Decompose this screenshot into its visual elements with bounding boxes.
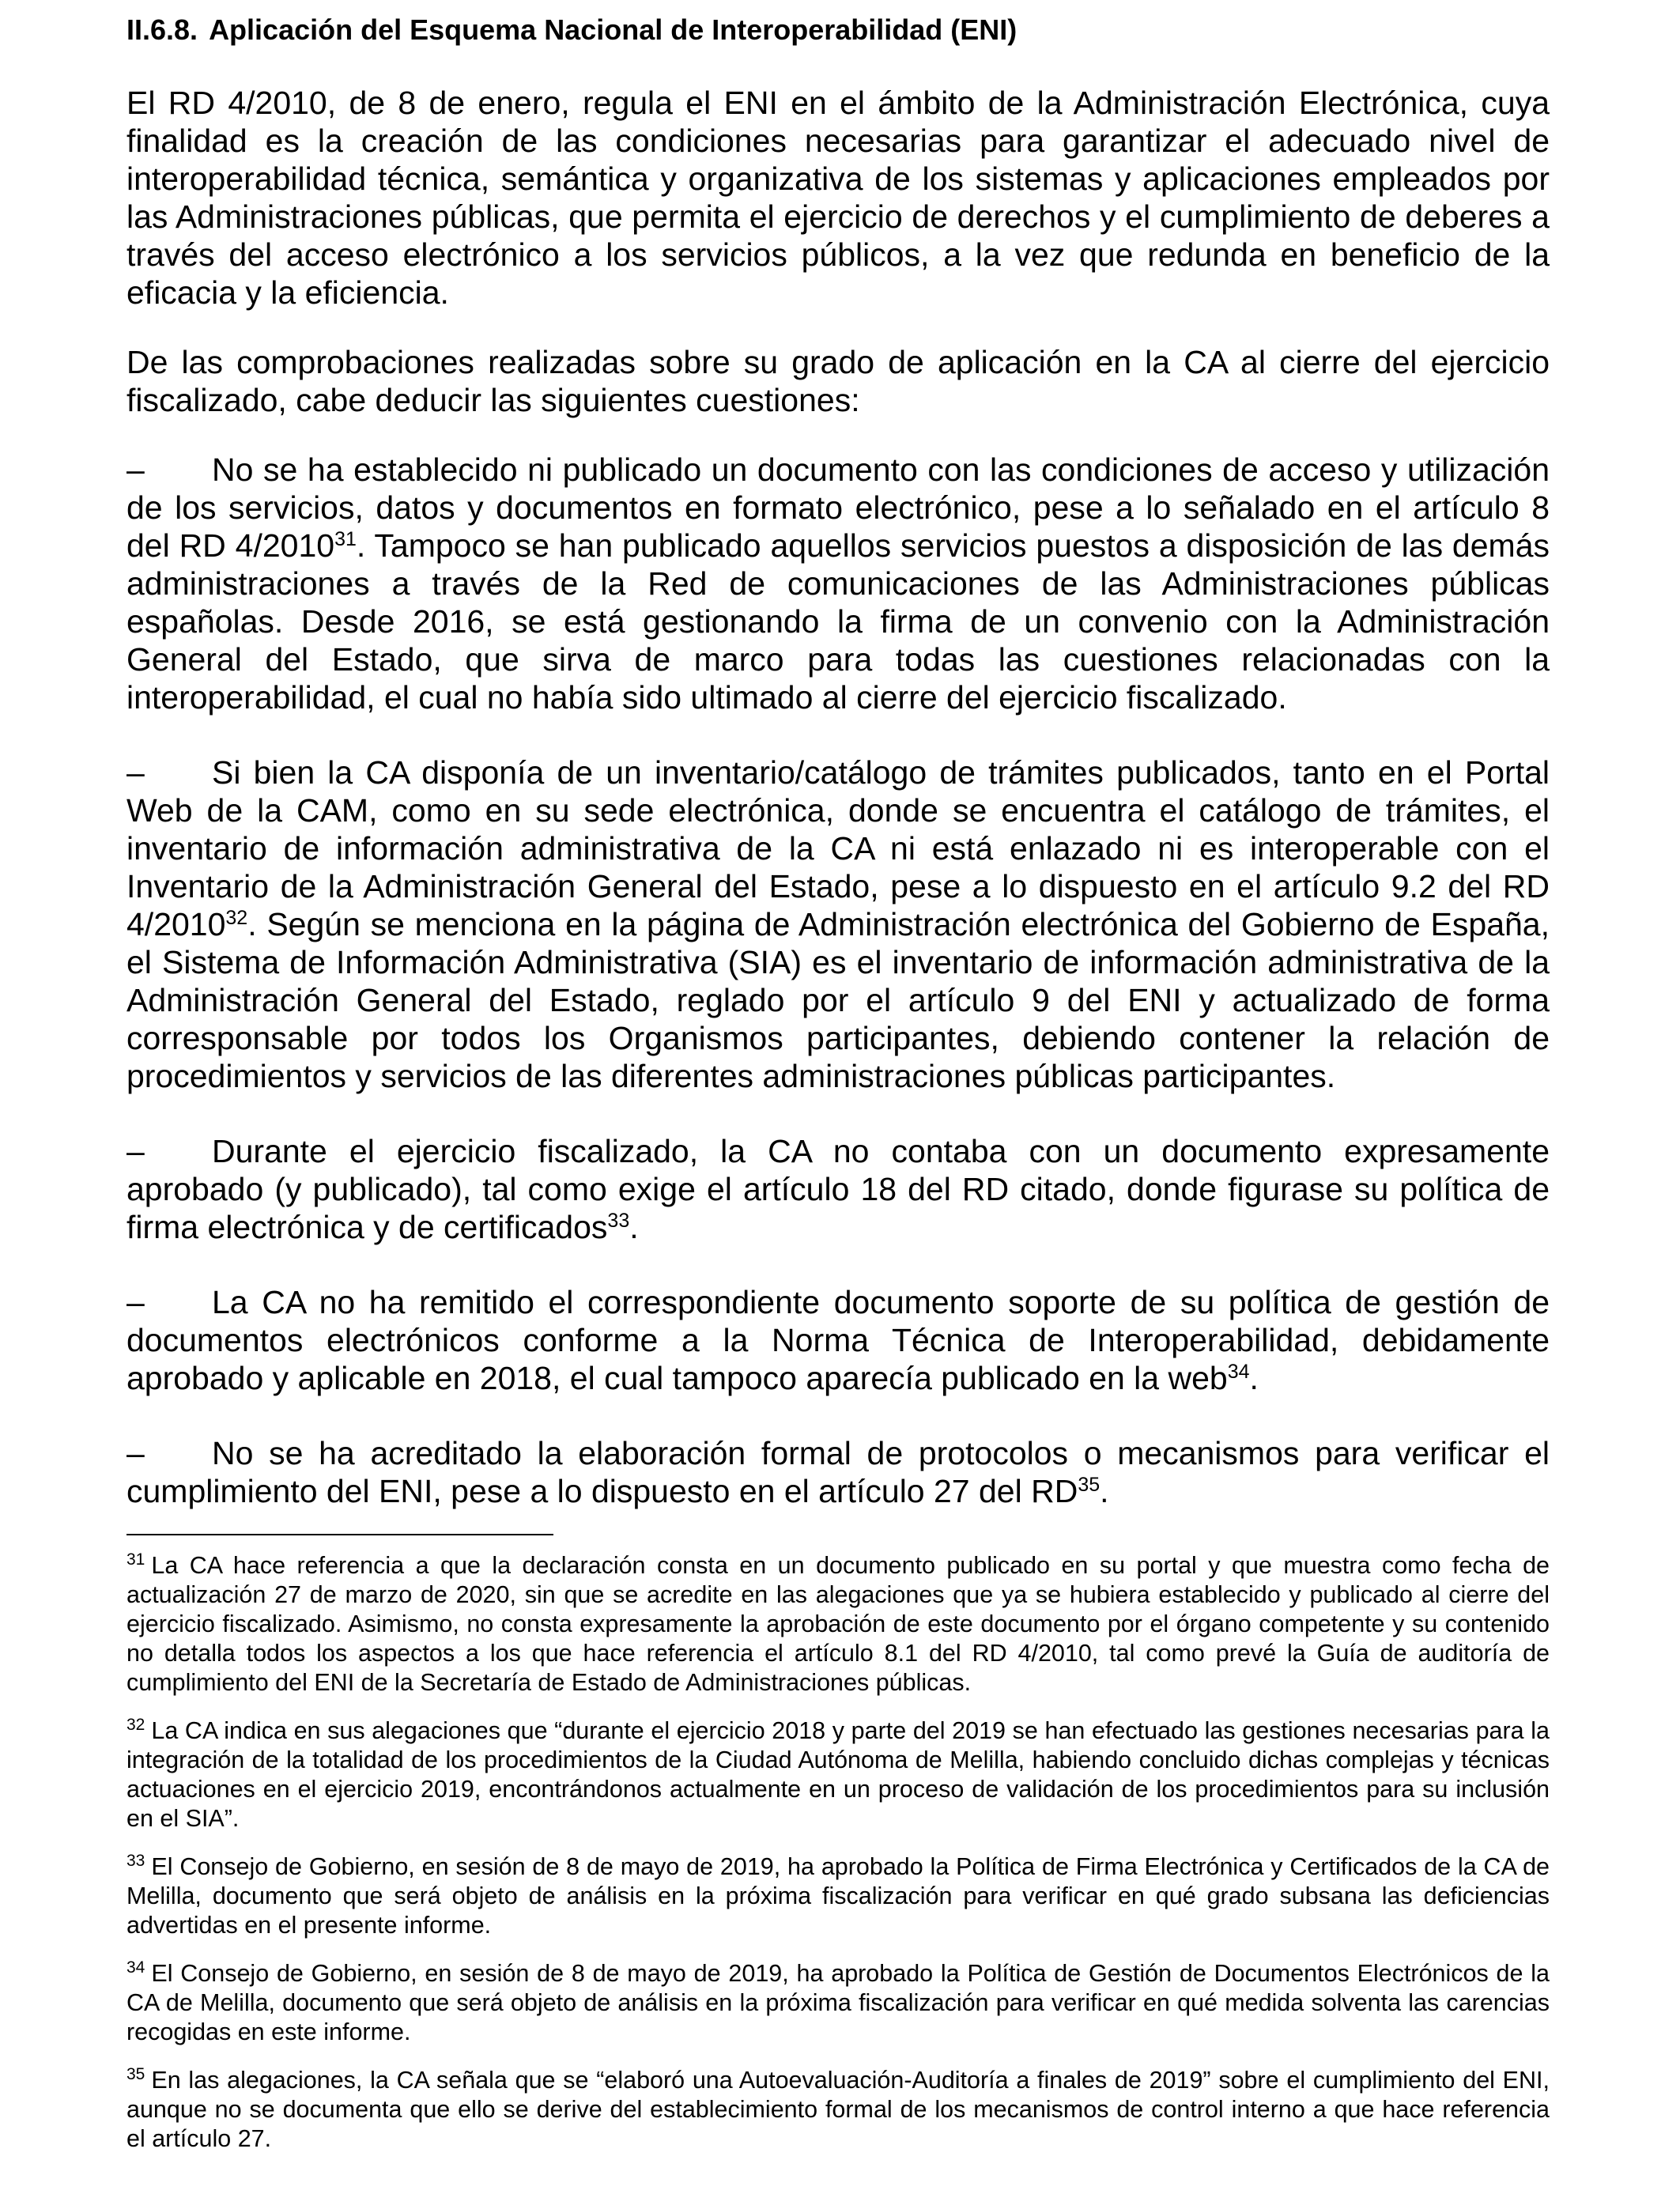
intro-paragraph-2: De las comprobaciones realizadas sobre su grado de aplicación en la CA al cierre del ejercicio fiscalizado, cabe deducir las siguientes cuestiones: [126,344,1550,418]
section-number: II.6.8. [126,13,198,46]
footnote-number: 35 [126,2065,145,2083]
list-item-text: La CA no ha remitido el correspondiente documento soporte de su política de gestión de documentos electrónicos conforme a la Norma Técnica de Interoperabilidad, debidamente aprobado y aplicable en 2018, el cual tampoco aparecía publicado en la web [126,1284,1550,1396]
intro-paragraph-1: El RD 4/2010, de 8 de enero, regula el ENI en el ámbito de la Administración Electrónica, cuya finalidad es la creación de las condiciones necesarias para garantizar el adecuado nivel de interoperabilidad técnica, semántica y organizativa de los sistemas y aplicaciones empleados por las Administraciones públicas, que permita el ejercicio de derechos y el cumplimiento de deberes a través del acceso electrónico a los servicios públicos, a la vez que redunda en beneficio de la eficacia y la eficiencia. [126,85,1550,311]
footnote-text: En las alegaciones, la CA señala que se “elaboró una Autoevaluación-Auditoría a finales de 2019” sobre el cumplimiento del ENI, aunque no se documenta que ello se derive del establecimiento formal de los mecanismos de control interno a que hace referencia el artículo 27. [126,2067,1550,2152]
list-item-text-cont: . [629,1209,639,1245]
footnote-number: 31 [126,1550,145,1569]
list-item [126,1283,1550,1397]
footnote-separator [126,1534,553,1535]
list-item [126,1434,1550,1510]
list-item-text-cont: . Según se menciona en la página de Administración electrónica del Gobierno de España, el Sistema de Información Administrativa (SIA) es el inventario de información administrativa de la Administración General del Estado, reglado por el artículo 9 del ENI y actualizado de forma corresponsable por todos los Organismos participantes, debiendo contener la relación de procedimientos y servicios de las diferentes administraciones públicas participantes. [126,906,1550,1094]
list-item-text: Durante el ejercicio fiscalizado, la CA no contaba con un documento expresamente aprobado (y publicado), tal como exige el artículo 18 del RD citado, donde figurase su política de firma electrónica y de certificados [126,1133,1550,1245]
footnote-ref[interactable]: 33 [607,1210,630,1232]
document-page [126,8,1550,2173]
list-item [126,753,1550,1095]
list-item-text: Si bien la CA disponía de un inventario/catálogo de trámites publicados, tanto en el Portal Web de la CAM, como en su sede electrónica, donde se encuentra el catálogo de trámites, el inventario de información administrativa de la CA ni está enlazado ni es interoperable con el Inventario de la Administración General del Estado, pese a lo dispuesto en el artículo 9.2 del RD 4/2010 [126,754,1550,942]
footnote-number: 32 [126,1716,145,1734]
footnote-text: La CA indica en sus alegaciones que “durante el ejercicio 2018 y parte del 2019 se han efectuado las gestiones necesarias para la integración de la totalidad de los procedimientos de la Ciudad Autónoma de Melilla, habiendo concluido dichas complejas y técnicas actuaciones en el ejercicio 2019, encontrándonos actualmente en un proceso de validación de los procedimientos para su inclusión en el SIA”. [126,1717,1550,1832]
list-item-text: No se ha establecido ni publicado un documento con las condiciones de acceso y utilización de los servicios, datos y documentos en formato electrónico, pese a lo señalado en el artículo 8 del RD 4/2010 [126,451,1550,564]
findings-list [126,451,1550,1510]
footnote-text: El Consejo de Gobierno, en sesión de 8 de mayo de 2019, ha aprobado la Política de Firma Electrónica y Certificados de la CA de Melilla, documento que será objeto de análisis en la próxima fiscalización para verificar en qué grado subsana las deficiencias advertidas en el presente informe. [126,1853,1550,1939]
list-item [126,451,1550,716]
footnote-ref[interactable]: 35 [1078,1474,1100,1496]
dash-bullet: – [126,451,145,488]
footnote [126,2066,1550,2154]
section-heading [126,8,1550,52]
footnote [126,1852,1550,1940]
footnote [126,1551,1550,1697]
list-item-text-cont: . [1100,1473,1109,1509]
footnote-number: 34 [126,1958,145,1977]
footnote-ref[interactable]: 34 [1227,1361,1250,1383]
list-item-text-cont: . Tampoco se han publicado aquellos servicios puestos a disposición de las demás administraciones a través de la Red de comunicaciones de las Administraciones públicas españolas. Desde 2016, se está gestionando la firma de un convenio con la Administración General del Estado, que sirva de marco para todas las cuestiones relacionadas con la interoperabilidad, el cual no había sido ultimado al cierre del ejercicio fiscalizado. [126,527,1550,716]
footnote-text: La CA hace referencia a que la declaración consta en un documento publicado en su portal y que muestra como fecha de actualización 27 de marzo de 2020, sin que se acredite en las alegaciones que ya se hubiera establecido y publicado al cierre del ejercicio fiscalizado. Asimismo, no consta expresamente la aprobación de este documento por el órgano competente y su contenido no detalla todos los aspectos a los que hace referencia el artículo 8.1 del RD 4/2010, tal como prevé la Guía de auditoría de cumplimiento del ENI de la Secretaría de Estado de Administraciones públicas. [126,1552,1550,1696]
footnote [126,1959,1550,2047]
section-title: Aplicación del Esquema Nacional de Interoperabilidad (ENI) [209,13,1017,46]
dash-bullet: – [126,1435,145,1471]
dash-bullet: – [126,1284,145,1320]
footnote-ref[interactable]: 32 [225,907,248,929]
footnote [126,1716,1550,1833]
list-item-text-cont: . [1249,1360,1259,1396]
dash-bullet: – [126,754,145,791]
footnote-number: 33 [126,1852,145,1870]
list-item-text: No se ha acreditado la elaboración formal de protocolos o mecanismos para verificar el cumplimiento del ENI, pese a lo dispuesto en el artículo 27 del RD [126,1435,1550,1509]
dash-bullet: – [126,1133,145,1169]
list-item [126,1132,1550,1246]
footnotes [126,1551,1550,2154]
footnote-ref[interactable]: 31 [334,528,357,550]
footnote-text: El Consejo de Gobierno, en sesión de 8 de mayo de 2019, ha aprobado la Política de Gestión de Documentos Electrónicos de la CA de Melilla, documento que será objeto de análisis en la próxima fiscalización para verificar en qué medida solventa las carencias recogidas en este informe. [126,1960,1550,2045]
